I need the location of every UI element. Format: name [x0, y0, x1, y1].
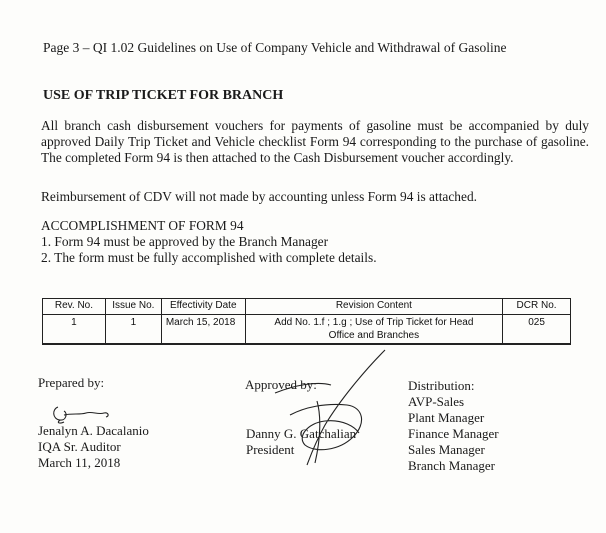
preparer-signature: [50, 403, 130, 425]
approved-by-label: Approved by:: [245, 377, 317, 392]
revision-table: [42, 298, 571, 345]
distribution-block: [408, 378, 499, 474]
cell-rev-no: 1: [43, 315, 106, 345]
revision-content-line: Add No. 1.f ; 1.g ; Use of Trip Ticket for Head: [274, 317, 474, 328]
page-header: Page 3 – QI 1.02 Guidelines on Use of Company Vehicle and Withdrawal of Gasoline: [43, 40, 507, 55]
cell-dcr-no: 025: [503, 315, 571, 345]
column-header-dcr-no: DCR No.: [503, 299, 571, 315]
approver-name: Danny G. Gatchalian: [246, 426, 357, 441]
table-header-row: [43, 299, 571, 315]
column-header-revision-content: Revision Content: [245, 299, 502, 315]
reimbursement-note: Reimbursement of CDV will not made by accounting unless Form 94 is attached.: [41, 189, 477, 204]
distribution-label: Distribution:: [408, 378, 475, 393]
preparer-date: March 11, 2018: [38, 455, 121, 470]
preparer-title: IQA Sr. Auditor: [38, 439, 121, 454]
list-item: 2. The form must be fully accomplished with complete details.: [41, 250, 377, 265]
list-item: 1. Form 94 must be approved by the Branch Manager: [41, 234, 329, 249]
column-header-effectivity-date: Effectivity Date: [161, 299, 245, 315]
approver-title: President: [246, 442, 295, 457]
preparer-name: Jenalyn A. Dacalanio: [38, 423, 149, 438]
distribution-item: AVP-Sales: [408, 394, 465, 409]
distribution-item: Sales Manager: [408, 442, 485, 457]
prepared-by-label: Prepared by:: [38, 375, 105, 390]
cell-issue-no: 1: [105, 315, 161, 345]
cell-revision-content: [245, 315, 502, 345]
cell-effectivity-date: March 15, 2018: [161, 315, 245, 345]
distribution-item: Branch Manager: [408, 458, 495, 473]
approver-signature: [255, 345, 405, 470]
accomplishment-list: [41, 234, 377, 266]
revision-content-line: Office and Branches: [328, 330, 420, 341]
distribution-item: Finance Manager: [408, 426, 499, 441]
column-header-rev-no: Rev. No.: [43, 299, 106, 315]
section-title: USE OF TRIP TICKET FOR BRANCH: [43, 88, 284, 103]
preparer-details: [38, 423, 149, 471]
policy-paragraph: [41, 118, 589, 166]
policy-text: All branch cash disbursement vouchers for payments of gasoline must be accompanied by duly approved Daily Trip Ticket and Vehicle checklist Form 94 corresponding to the purchase of gasoline. The completed Form 94 is then attached to the Cash Disbursement voucher accordingly.: [41, 118, 589, 165]
table-row: [43, 315, 571, 345]
accomplishment-title: ACCOMPLISHMENT OF FORM 94: [41, 218, 244, 233]
distribution-item: Plant Manager: [408, 410, 485, 425]
column-header-issue-no: Issue No.: [105, 299, 161, 315]
